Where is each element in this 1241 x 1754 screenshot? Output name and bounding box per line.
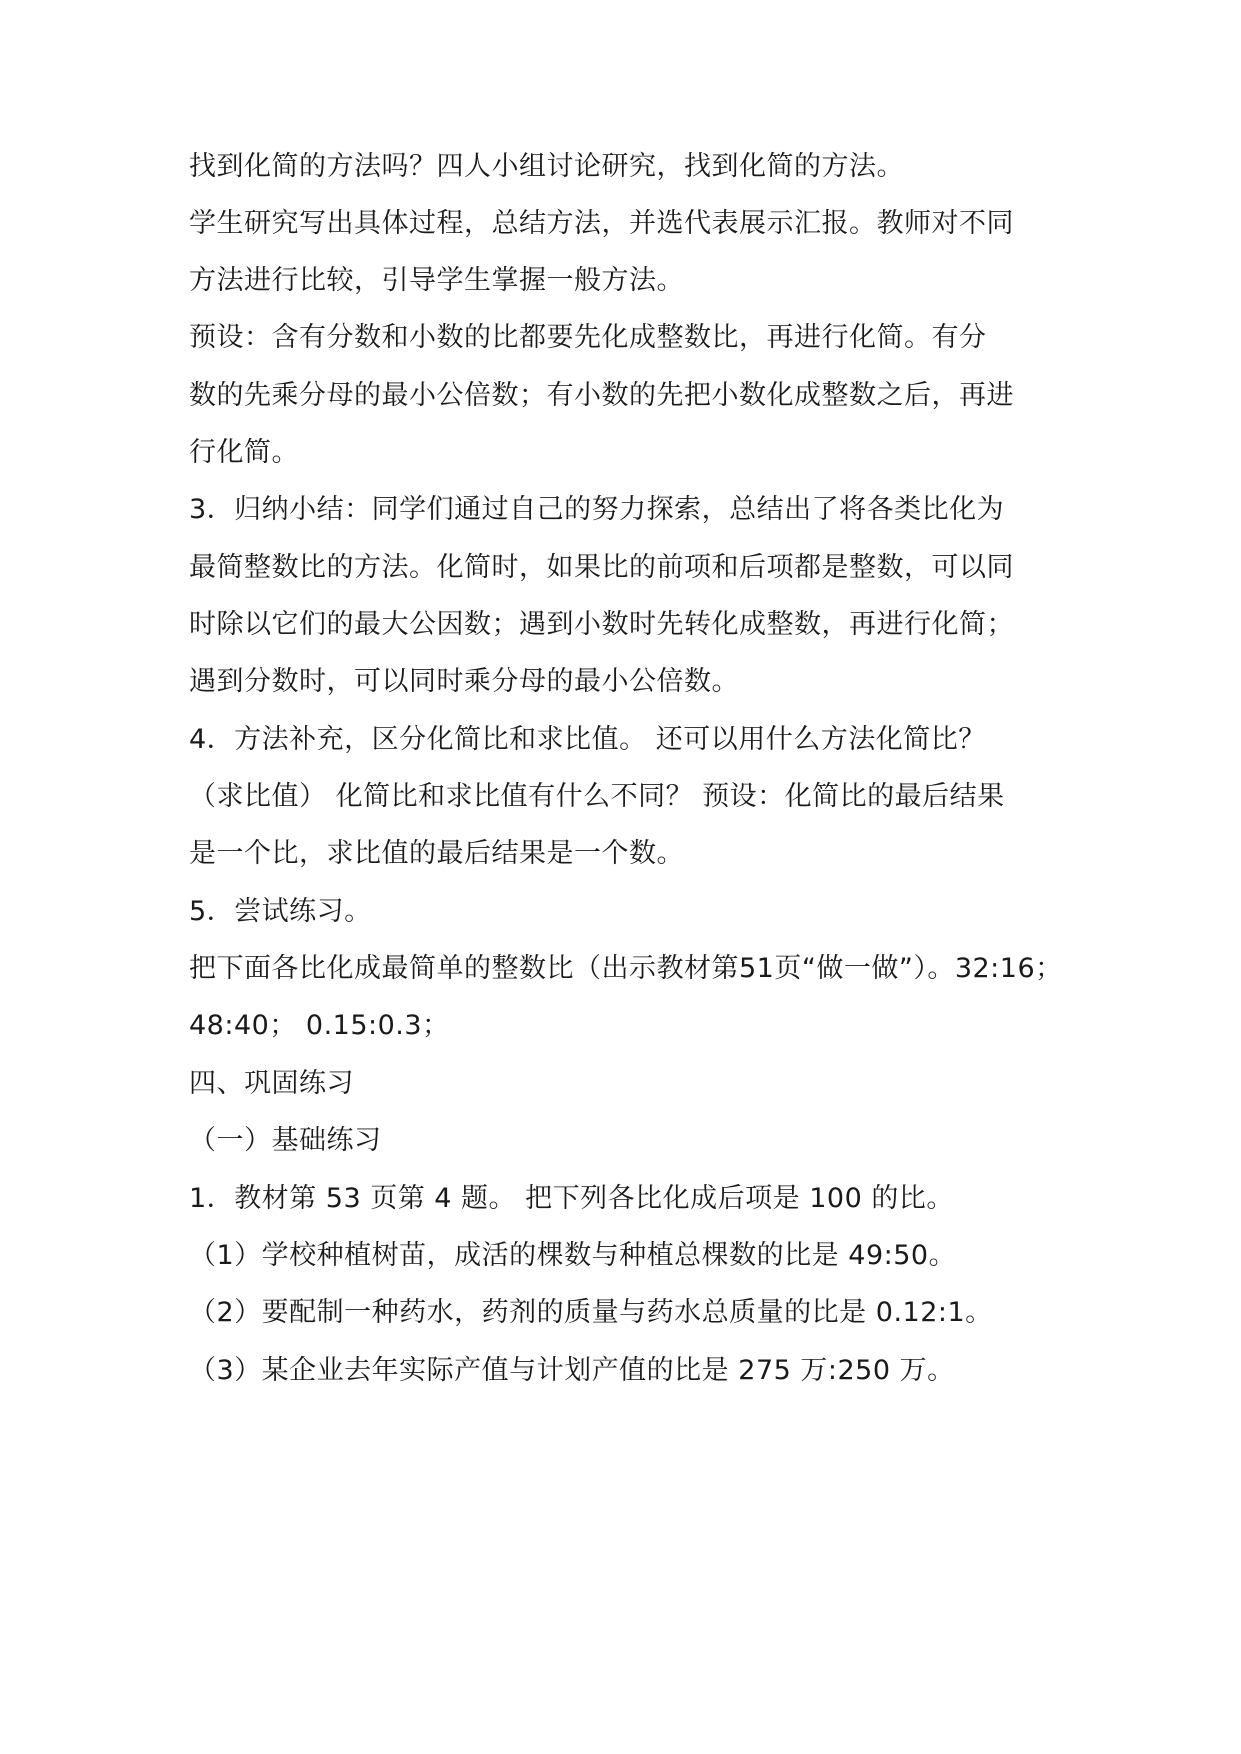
section-heading: 四、巩固练习: [189, 1068, 354, 1099]
text-line: 预设：含有分数和小数的比都要先化成整数比，再进行化简。有分: [189, 322, 987, 353]
text-line: （2）要配制一种药水，药剂的质量与药水总质量的比是 0.12:1。: [189, 1297, 993, 1328]
text-line: 最简整数比的方法。化简时，如果比的前项和后项都是整数，可以同: [189, 552, 1014, 583]
text-line: 3．归纳小结：同学们通过自己的努力探索，总结出了将各类比化为: [189, 494, 1005, 525]
text-line: 4．方法补充，区分化简比和求比值。 还可以用什么方法化简比？: [189, 724, 986, 755]
text-line: 时除以它们的最大公因数；遇到小数时先转化成整数，再进行化简；: [189, 609, 1014, 640]
text-line: 1．教材第 53 页第 4 题。 把下列各比化成后项是 100 的比。: [189, 1183, 954, 1214]
text-line: 学生研究写出具体过程，总结方法，并选代表展示汇报。教师对不同: [189, 208, 1014, 239]
text-line: （1）学校种植树苗，成活的棵数与种植总棵数的比是 49:50。: [189, 1240, 957, 1271]
text-line: 方法进行比较，引导学生掌握一般方法。: [189, 265, 684, 296]
text-line: 是一个比，求比值的最后结果是一个数。: [189, 838, 684, 869]
text-line: （3）某企业去年实际产值与计划产值的比是 275 万:250 万。: [189, 1355, 955, 1386]
text-line: 找到化简的方法吗？四人小组讨论研究，找到化简的方法。: [189, 151, 904, 182]
text-line: 行化简。: [189, 437, 299, 468]
text-line: 把下面各比化成最简单的整数比（出示教材第51页“做一做”）。32:16；: [189, 953, 1063, 984]
text-line: 5．尝试练习。: [189, 896, 372, 927]
text-line: （求比值） 化简比和求比值有什么不同？ 预设：化简比的最后结果: [189, 781, 1005, 812]
text-line: 48:40； 0.15:0.3；: [189, 1010, 450, 1041]
text-line: 数的先乘分母的最小公倍数；有小数的先把小数化成整数之后，再进: [189, 380, 1014, 411]
subsection-heading: （一）基础练习: [189, 1125, 382, 1156]
text-line: 遇到分数时，可以同时乘分母的最小公倍数。: [189, 666, 739, 697]
